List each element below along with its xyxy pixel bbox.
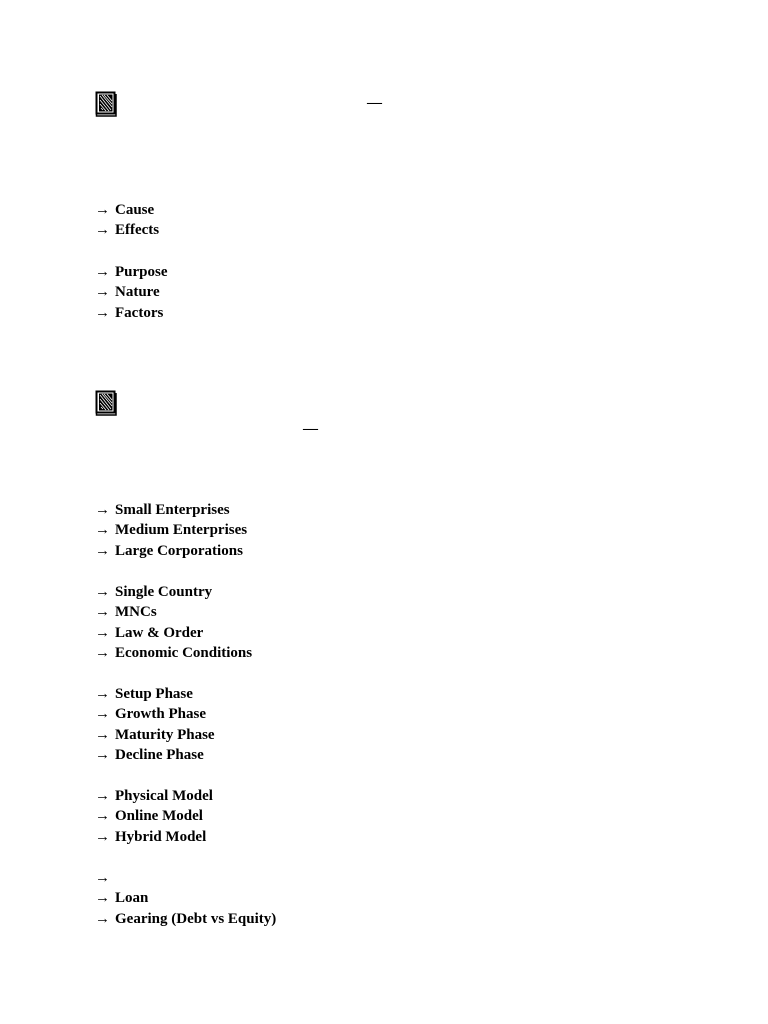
arrow-icon: → [95, 264, 110, 280]
arrow-icon: → [95, 202, 110, 218]
list-item: → Small Enterprises [95, 500, 247, 520]
section2-group-1 [95, 500, 247, 561]
section2-group-4 [95, 786, 213, 847]
list-item: → Loan [95, 888, 276, 908]
section2-group-5 [95, 868, 276, 929]
header-dash: — [367, 95, 382, 111]
list-item: → Medium Enterprises [95, 520, 247, 540]
arrow-icon: → [95, 870, 110, 886]
arrow-icon: → [95, 522, 110, 539]
arrow-icon: → [95, 686, 110, 702]
arrow-icon: → [95, 747, 110, 764]
list-item: → Nature [95, 282, 168, 302]
list-item: → Physical Model [95, 786, 213, 806]
section1-group-1 [95, 200, 159, 241]
arrow-icon: → [95, 828, 110, 845]
list-item: → Growth Phase [95, 704, 215, 724]
arrow-icon: → [95, 726, 110, 743]
book-icon [95, 390, 117, 416]
section2-group-3 [95, 684, 215, 766]
list-item: → Setup Phase [95, 684, 215, 704]
section2-group-2 [95, 582, 252, 664]
arrow-icon: → [95, 645, 110, 662]
list-item [95, 868, 276, 888]
list-item: → Law & Order [95, 623, 252, 643]
list-item: → Hybrid Model [95, 827, 213, 847]
list-item: → Cause [95, 200, 159, 220]
list-item: → Gearing (Debt vs Equity) [95, 909, 276, 929]
arrow-icon: → [95, 584, 110, 600]
list-item: → Maturity Phase [95, 725, 215, 745]
list-item: → Decline Phase [95, 745, 215, 765]
arrow-icon: → [95, 502, 110, 518]
arrow-icon: → [95, 222, 110, 239]
list-item: → Factors [95, 303, 168, 323]
arrow-icon: → [95, 910, 110, 927]
arrow-icon: → [95, 808, 110, 825]
arrow-icon: → [95, 624, 110, 641]
list-item: → Large Corporations [95, 541, 247, 561]
section1-group-2 [95, 262, 168, 323]
arrow-icon: → [95, 890, 110, 907]
arrow-icon: → [95, 284, 110, 301]
arrow-icon: → [95, 304, 110, 321]
list-item: → Online Model [95, 806, 213, 826]
header-dash: — [303, 421, 318, 437]
list-item: → Effects [95, 220, 159, 240]
list-item: → Single Country [95, 582, 252, 602]
book-icon [95, 91, 117, 117]
arrow-icon: → [95, 788, 110, 804]
arrow-icon: → [95, 542, 110, 559]
list-item: → MNCs [95, 602, 252, 622]
arrow-icon: → [95, 706, 110, 723]
list-item: → Economic Conditions [95, 643, 252, 663]
list-item: → Purpose [95, 262, 168, 282]
arrow-icon: → [95, 604, 110, 621]
